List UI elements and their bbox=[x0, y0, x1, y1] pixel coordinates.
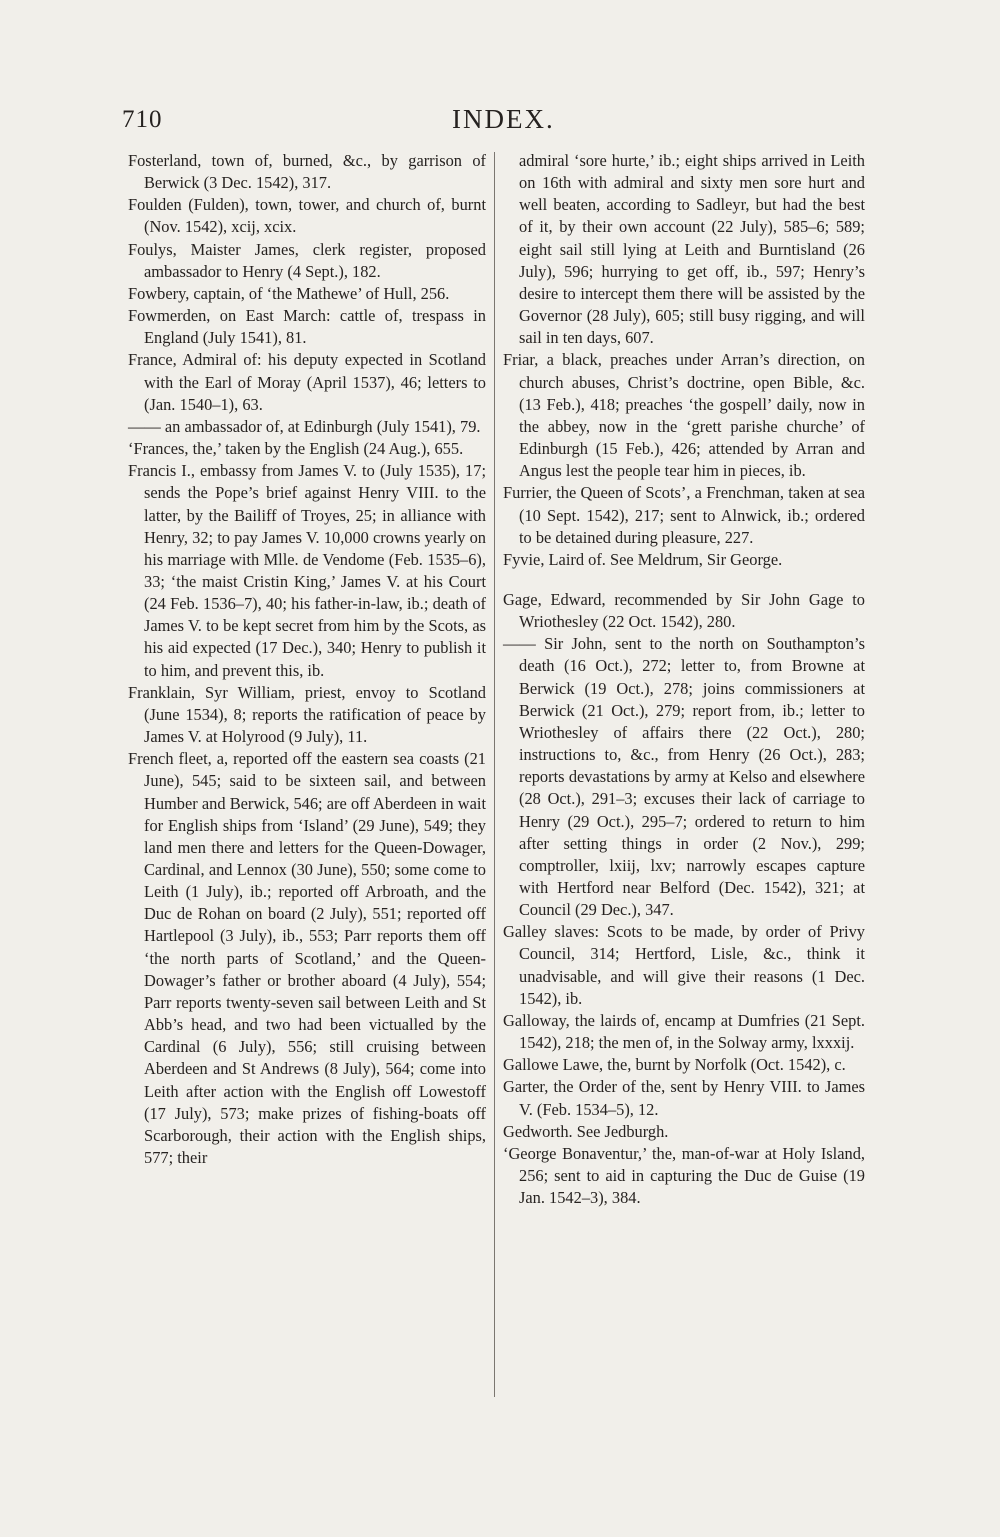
index-entry: —— Sir John, sent to the north on Southampton’s death (16 Oct.), 272; letter to, from Browne at Berwick (19 Oct.), 278; joins commissioners at Berwick (21 Oct.), 279; report from, ib.; letter to Wriothesley of affairs there (22 Oct.), 280; instructions to, &c., from Henry (26 Oct.), 283; reports devastations by army at Kelso and elsewhere (28 Oct.), 291–3; excuses their lack of carriage to Henry (29 Oct.), 295–7; ordered to return to him after setting things in order (2 Nov.), 299; comptroller, lxiij, lxv; narrowly escapes capture with Hertford near Belford (Dec. 1542), 321; at Council (29 Dec.), 347. bbox=[503, 634, 865, 920]
index-entry: Franklain, Syr William, priest, envoy to Scotland (June 1534), 8; reports the ratification of peace by James V. at Holyrood (9 July), 11. bbox=[128, 682, 486, 747]
index-entry: —— an ambassador of, at Edinburgh (July 1541), 79. bbox=[128, 416, 481, 436]
index-entry: Fowbery, captain, of ‘the Mathewe’ of Hull, 256. bbox=[128, 283, 450, 303]
index-entry: Foulys, Maister James, clerk register, proposed ambassador to Henry (4 Sept.), 182. bbox=[128, 239, 486, 281]
index-entry: Galley slaves: Scots to be made, by order of Privy Council, 314; Hertford, Lisle, &c., think it unadvisable, and will give their reasons (1 Dec. 1542), ib. bbox=[503, 922, 865, 1008]
index-entry: Fyvie, Laird of. See Meldrum, Sir George. bbox=[503, 549, 783, 569]
running-head: INDEX. bbox=[452, 104, 555, 134]
index-entry: Furrier, the Queen of Scots’, a Frenchman, taken at sea (10 Sept. 1542), 217; sent to Alnwick, ib.; ordered to be detained during pleasure, 227. bbox=[503, 483, 865, 547]
index-entry: Gage, Edward, recommended by Sir John Gage to Wriothesley (22 Oct. 1542), 280. bbox=[503, 589, 865, 632]
index-entry: Francis I., embassy from James V. to (July 1535), 17; sends the Pope’s brief against Henry VIII. to the latter, by the Bailiff of Troyes, 25; in alliance with Henry, 32; to pay James V. 10,000 crowns yearly on his marriage with Mlle. de Vendome (Feb. 1535–6), 33; ‘the maist Cristin King,’ James V. at his Court (24 Feb. 1536–7), 40; his father-in-law, ib.; death of James V. to be kept secret from him by the Scots, as his aid expected (17 Dec.), 340; Henry to publish it to him, and prevent this, ib. bbox=[128, 461, 486, 680]
index-entry: Garter, the Order of the, sent by Henry VIII. to James V. (Feb. 1534–5), 12. bbox=[503, 1077, 865, 1119]
index-entry: Friar, a black, preaches under Arran’s direction, on church abuses, Christ’s doctrine, open Bible, &c. (13 Feb.), 418; preaches ‘the gospell’ daily, now in the abbey, now in the ‘grett parishe churche’ of Edinburgh (15 Feb.), 426; attended by Arran and Angus lest the people tear him in pieces, ib. bbox=[503, 350, 865, 481]
index-entry: ‘George Bonaventur,’ the, man-of-war at Holy Island, 256; sent to aid in capturing the Duc de Guise (19 Jan. 1542–3), 384. bbox=[503, 1143, 865, 1208]
index-column-right bbox=[503, 150, 865, 1209]
index-entry: Fosterland, town of, burned, &c., by garrison of Berwick (3 Dec. 1542), 317. bbox=[128, 151, 486, 193]
index-entry-continued: admiral ‘sore hurte,’ ib.; eight ships arrived in Leith on 16th with admiral and sixty men sore hurt and well beaten, according to Sadleyr, but had the best of it, by their own account (22 July), 585–6; 589; eight sail still lying at Leith and Burntisland (26 July), 596; hurrying to get off, ib., 597; Henry’s desire to intercept them there will be assisted by the Governor (28 July), 605; still busy rigging, and will sail in ten days, 607. bbox=[519, 151, 865, 348]
index-entry: Gedworth. See Jedburgh. bbox=[503, 1121, 669, 1141]
index-entry: Fowmerden, on East March: cattle of, trespass in England (July 1541), 81. bbox=[128, 306, 486, 348]
index-entry: French fleet, a, reported off the eastern sea coasts (21 June), 545; said to be sixteen sail, and between Humber and Berwick, 546; are off Aberdeen in wait for English ships from ‘Island’ (29 June), 549; they land men there and letters for the Queen-Dowager, Cardinal, and Lennox (30 June), 550; some come to Leith (1 July), ib.; reported off Arbroath, and the Duc de Rohan on board (2 July), 551; reported off Hartlepool (3 July), ib., 553; Parr reports them off ‘the north parts of Scotland,’ and the Queen-Dowager’s father or brother aboard (4 July), 554; Parr reports twenty-seven sail between Leith and St Abb’s head, and two had been victualled by the Cardinal (6 July), 556; still cruising between Aberdeen and St Andrews (8 July), 564; come into Leith after action with the English off Lowestoff (17 July), 573; make prizes of fishing-boats off Scarborough, their action with the English ships, 577; their bbox=[128, 749, 486, 1168]
index-entry: Gallowe Lawe, the, burnt by Norfolk (Oct. 1542), c. bbox=[503, 1055, 846, 1075]
index-entry: France, Admiral of: his deputy expected in Scotland with the Earl of Moray (April 1537), 46; letters to (Jan. 1540–1), 63. bbox=[128, 350, 486, 414]
index-column-left bbox=[128, 150, 486, 1169]
page-number: 710 bbox=[122, 106, 163, 133]
index-entry: Foulden (Fulden), town, tower, and church of, burnt (Nov. 1542), xcij, xcix. bbox=[128, 195, 486, 237]
column-divider bbox=[494, 152, 495, 1397]
index-entry: ‘Frances, the,’ taken by the English (24 Aug.), 655. bbox=[128, 439, 464, 459]
index-entry: Galloway, the lairds of, encamp at Dumfries (21 Sept. 1542), 218; the men of, in the Solway army, lxxxij. bbox=[503, 1010, 865, 1053]
